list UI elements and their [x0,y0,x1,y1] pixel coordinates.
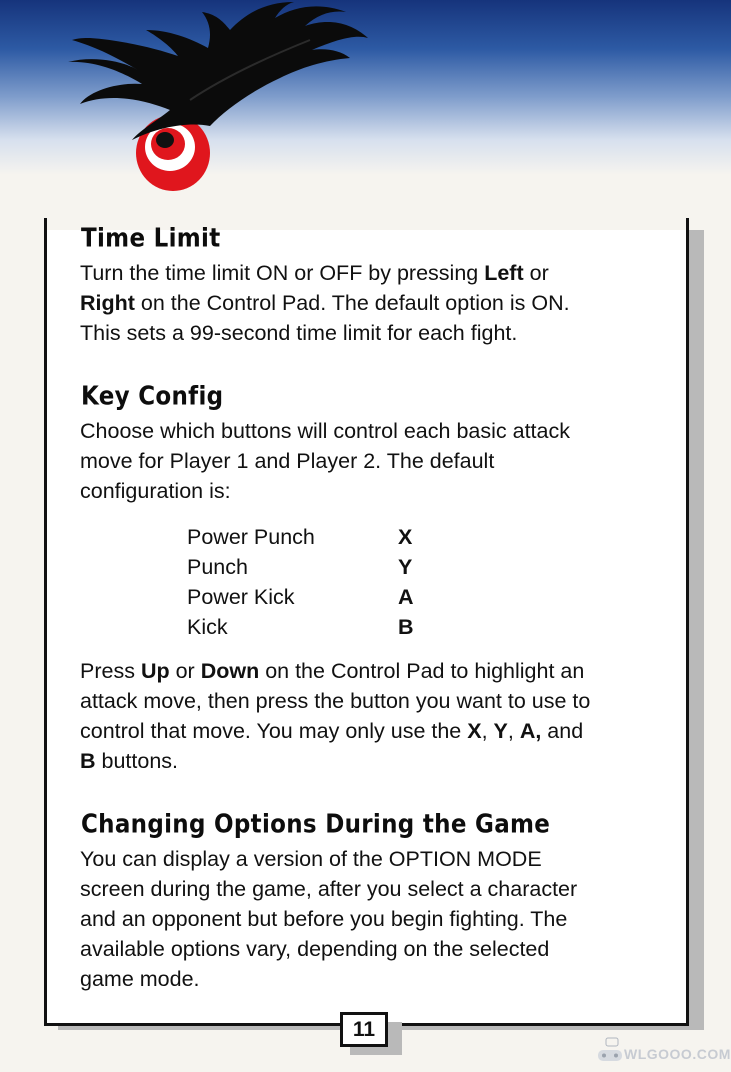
body-text: control that move. You may only use the [80,719,468,743]
body-text: and [541,719,584,743]
body-text: This sets a 99-second time limit for each fight. [80,321,518,345]
emphasized-text: Y [493,719,508,743]
time-limit-paragraph [80,258,675,348]
body-text: move for Player 1 and Player 2. The default [80,449,495,473]
body-text: available options vary, depending on the selected [80,937,550,961]
page-number: 11 [340,1012,388,1047]
body-text: on the Control Pad. The default option is ON. [134,291,570,315]
feathered-eye-illustration-icon [50,0,380,200]
key-action-label: Punch [187,555,248,579]
emphasized-text: X [467,719,482,743]
watermark [596,1034,731,1068]
section-title-key-config: Key Config [81,382,224,412]
key-action-label: Power Punch [187,525,315,549]
emphasized-text: Left [484,261,524,285]
body-text: buttons. [95,749,179,773]
body-text: , [507,719,520,743]
body-text: Choose which buttons will control each basic attack [80,419,570,443]
emphasized-text: Down [200,659,260,683]
emphasized-text: Right [80,291,135,315]
watermark-text: WLGOOO.COM [624,1046,731,1062]
key-mapping-row [187,612,487,642]
section-title-changing-options: Changing Options During the Game [81,810,551,840]
body-text: screen during the game, after you select a character [80,877,578,901]
key-mapping-row [187,522,487,552]
body-text: or [523,261,549,285]
section-title-time-limit: Time Limit [81,224,221,254]
changing-options-paragraph [80,844,675,994]
body-text: , [481,719,494,743]
key-button-label: B [398,615,414,639]
key-button-label: Y [398,555,413,579]
body-text: and an opponent but before you begin fighting. The [80,907,568,931]
body-text: attack move, then press the button you want to use to [80,689,591,713]
key-action-label: Kick [187,615,228,639]
key-mapping-row [187,552,487,582]
emphasized-text: B [80,749,96,773]
key-config-outro-paragraph [80,656,675,776]
key-action-label: Power Kick [187,585,295,609]
gamepad-logo-icon [596,1034,624,1064]
key-button-label: X [398,525,413,549]
key-config-table [187,522,487,642]
emphasized-text: A, [519,719,542,743]
body-text: on the Control Pad to highlight an [259,659,585,683]
body-text: or [169,659,201,683]
body-text: Turn the time limit ON or OFF by pressing [80,261,485,285]
body-text: game mode. [80,967,200,991]
body-text: You can display a version of the OPTION MODE [80,847,542,871]
black-feather-tuft-icon [68,2,368,140]
content-panel [44,218,689,1026]
key-mapping-row [187,582,487,612]
key-button-label: A [398,585,414,609]
body-text: configuration is: [80,479,231,503]
emphasized-text: Up [140,659,170,683]
body-text: Press [80,659,141,683]
key-config-intro-paragraph [80,416,675,506]
